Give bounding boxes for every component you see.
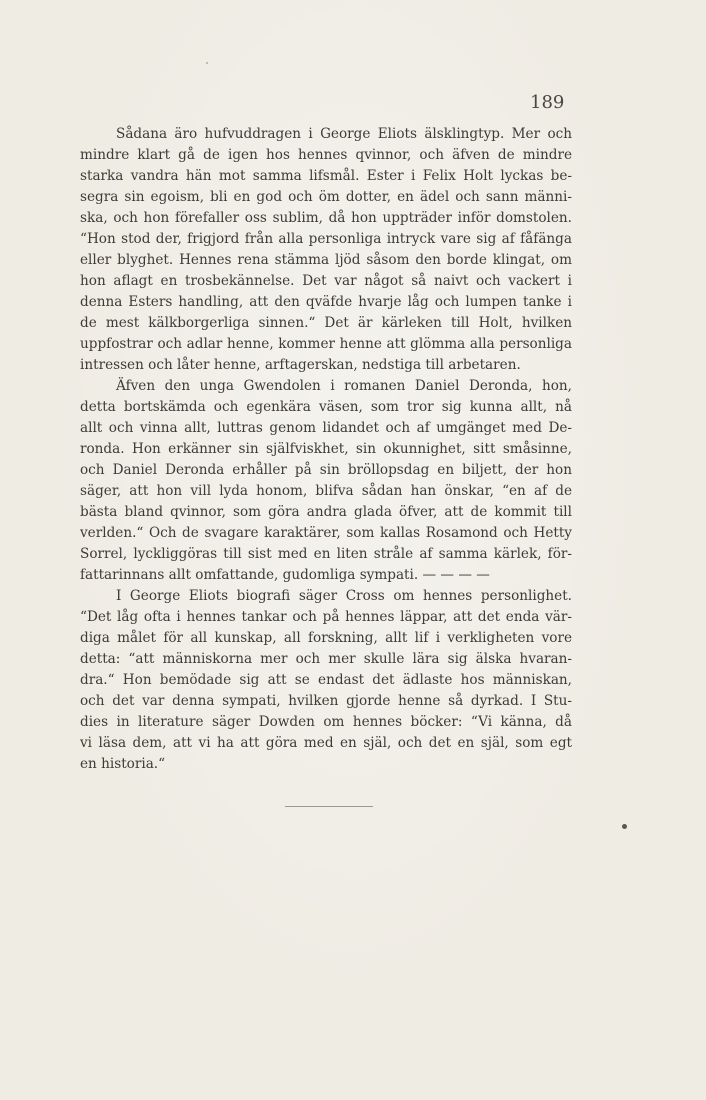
text-line: denna Esters handling, att den qväfde hvarje låg och lumpen tanke i [80,294,572,310]
text-line: starka vandra hän mot samma lifsmål. Ester i Felix Holt lyckas be- [80,168,572,184]
text-line: vi läsa dem, att vi ha att göra med en själ, och det en själ, som egt [80,735,572,751]
page-number: 189 [530,92,565,113]
ink-speck [206,62,208,64]
text-line: säger, att hon vill lyda honom, blifva sådan han önskar, “en af de [80,483,572,499]
body-text [80,124,572,775]
text-line: “Det låg ofta i hennes tankar och på hennes läppar, att det enda vär- [80,609,572,625]
text-line: verlden.“ Och de svagare karaktärer, som kallas Rosamond och Hetty [80,525,572,541]
text-line: en historia.“ [80,756,166,772]
text-line: diga målet för all kunskap, all forskning, allt lif i verkligheten vore [80,630,572,646]
text-line: Sorrel, lyckliggöras till sist med en liten stråle af samma kärlek, för- [80,546,572,562]
text-line: de mest kälkborgerliga sinnen.“ Det är kärleken till Holt, hvilken [80,315,572,331]
text-line: mindre klart gå de igen hos hennes qvinnor, och äfven de mindre [80,147,572,163]
text-line: eller blyghet. Hennes rena stämma ljöd såsom den borde klingat, om [80,252,572,268]
ink-speck [622,824,627,829]
text-line: och det var denna sympati, hvilken gjorde henne så dyrkad. I Stu- [80,693,572,709]
text-line: fattarinnans allt omfattande, gudomliga sympati. — — — — [80,567,490,583]
text-line: hon aflagt en trosbekännelse. Det var något så naivt och vackert i [80,273,572,289]
text-line: dies in literature säger Dowden om hennes böcker: “Vi känna, då [80,714,572,730]
text-line: och Daniel Deronda erhåller på sin bröllopsdag en biljett, der hon [80,462,572,478]
section-divider [285,806,373,807]
text-line: intressen och låter henne, arftagerskan, nedstiga till arbetaren. [80,357,521,373]
text-line: ronda. Hon erkänner sin själfviskhet, sin okunnighet, sitt småsinne, [80,441,572,457]
text-line: ska, och hon förefaller oss sublim, då hon uppträder inför domstolen. [80,210,572,226]
text-line: segra sin egoism, bli en god och öm dotter, en ädel och sann männi- [80,189,572,205]
text-line: bästa bland qvinnor, som göra andra glada öfver, att de kommit till [80,504,572,520]
text-line: detta bortskämda och egenkära väsen, som tror sig kunna allt, nå [80,399,572,415]
text-line: detta: “att människorna mer och mer skulle lära sig älska hvaran- [80,651,572,667]
text-line: I George Eliots biografi säger Cross om hennes personlighet. [116,588,572,604]
text-line: allt och vinna allt, luttras genom lidandet och af umgänget med De- [80,420,572,436]
text-line: “Hon stod der, frigjord från alla personliga intryck vare sig af fåfänga [80,231,572,247]
text-line: Äfven den unga Gwendolen i romanen Daniel Deronda, hon, [116,378,572,394]
text-line: Sådana äro hufvuddragen i George Eliots älsklingtyp. Mer och [116,126,572,142]
text-line: uppfostrar och adlar henne, kommer henne att glömma alla personliga [80,336,572,352]
text-line: dra.“ Hon bemödade sig att se endast det ädlaste hos människan, [80,672,572,688]
